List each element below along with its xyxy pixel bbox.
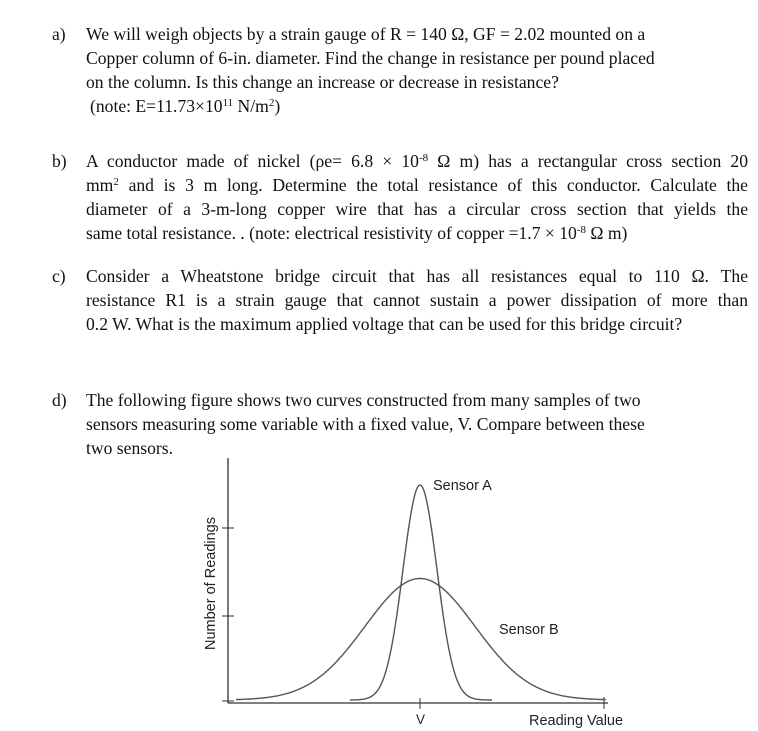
note-exponent-2: 2 bbox=[268, 97, 275, 109]
x-tick-label-v: V bbox=[416, 712, 426, 727]
b-line1-exponent: -8 bbox=[418, 152, 429, 164]
b-line4-prefix: same total resistance. . (note: electrical resistivity of copper =1.7 × 10 bbox=[86, 223, 577, 243]
sensor-b-label: Sensor B bbox=[499, 622, 559, 638]
question-c-line2: resistance R1 is a strain gauge that cannot sustain a power dissipation of more than bbox=[86, 290, 748, 310]
b-line1-suffix: Ω m) has a rectangular cross section 20 bbox=[428, 151, 748, 171]
note-mid: N/m bbox=[233, 96, 269, 116]
question-d-line2: sensors measuring some variable with a fixed value, V. Compare between these bbox=[86, 414, 645, 434]
question-b-line3: diameter of a 3-m-long copper wire that has a circular cross section that yields the bbox=[86, 199, 748, 219]
question-a-letter: a) bbox=[52, 24, 66, 44]
note-prefix: (note: E=11.73×10 bbox=[90, 96, 223, 116]
sensor-b-curve bbox=[236, 579, 606, 700]
y-axis-label: Number of Readings bbox=[203, 517, 219, 650]
question-c-line1: Consider a Wheatstone bridge circuit that has all resistances equal to 110 Ω. The bbox=[86, 266, 748, 286]
question-a-line2: Copper column of 6-in. diameter. Find the change in resistance per pound placed bbox=[86, 48, 655, 68]
b-line2-prefix: mm bbox=[86, 175, 114, 195]
note-exponent: 11 bbox=[222, 97, 234, 109]
question-d-letter: d) bbox=[52, 390, 67, 410]
b-line2-exponent: 2 bbox=[113, 176, 119, 188]
question-a-line3: on the column. Is this change an increase or decrease in resistance? bbox=[86, 72, 559, 92]
question-c-letter: c) bbox=[52, 266, 66, 286]
question-d-line1: The following figure shows two curves constructed from many samples of two bbox=[86, 390, 641, 410]
question-d-line3: two sensors. bbox=[86, 438, 173, 458]
sensor-a-label: Sensor A bbox=[433, 478, 492, 494]
note-suffix: ) bbox=[274, 96, 281, 116]
b-line4-exponent: -8 bbox=[576, 224, 586, 236]
b-line4-suffix: Ω m) bbox=[585, 223, 628, 243]
question-a-line1: We will weigh objects by a strain gauge of R = 140 Ω, GF = 2.02 mounted on a bbox=[86, 24, 646, 44]
b-line2-suffix: and is 3 m long. Determine the total resistance of this conductor. Calculate the bbox=[118, 175, 748, 195]
b-line1-prefix: A conductor made of nickel (ρe= 6.8 × 10 bbox=[86, 151, 419, 171]
x-axis-label: Reading Value bbox=[529, 713, 624, 729]
question-b-letter: b) bbox=[52, 151, 67, 171]
question-c-line3: 0.2 W. What is the maximum applied voltage that can be used for this bridge circuit? bbox=[86, 314, 683, 334]
sensor-a-curve bbox=[350, 485, 492, 700]
